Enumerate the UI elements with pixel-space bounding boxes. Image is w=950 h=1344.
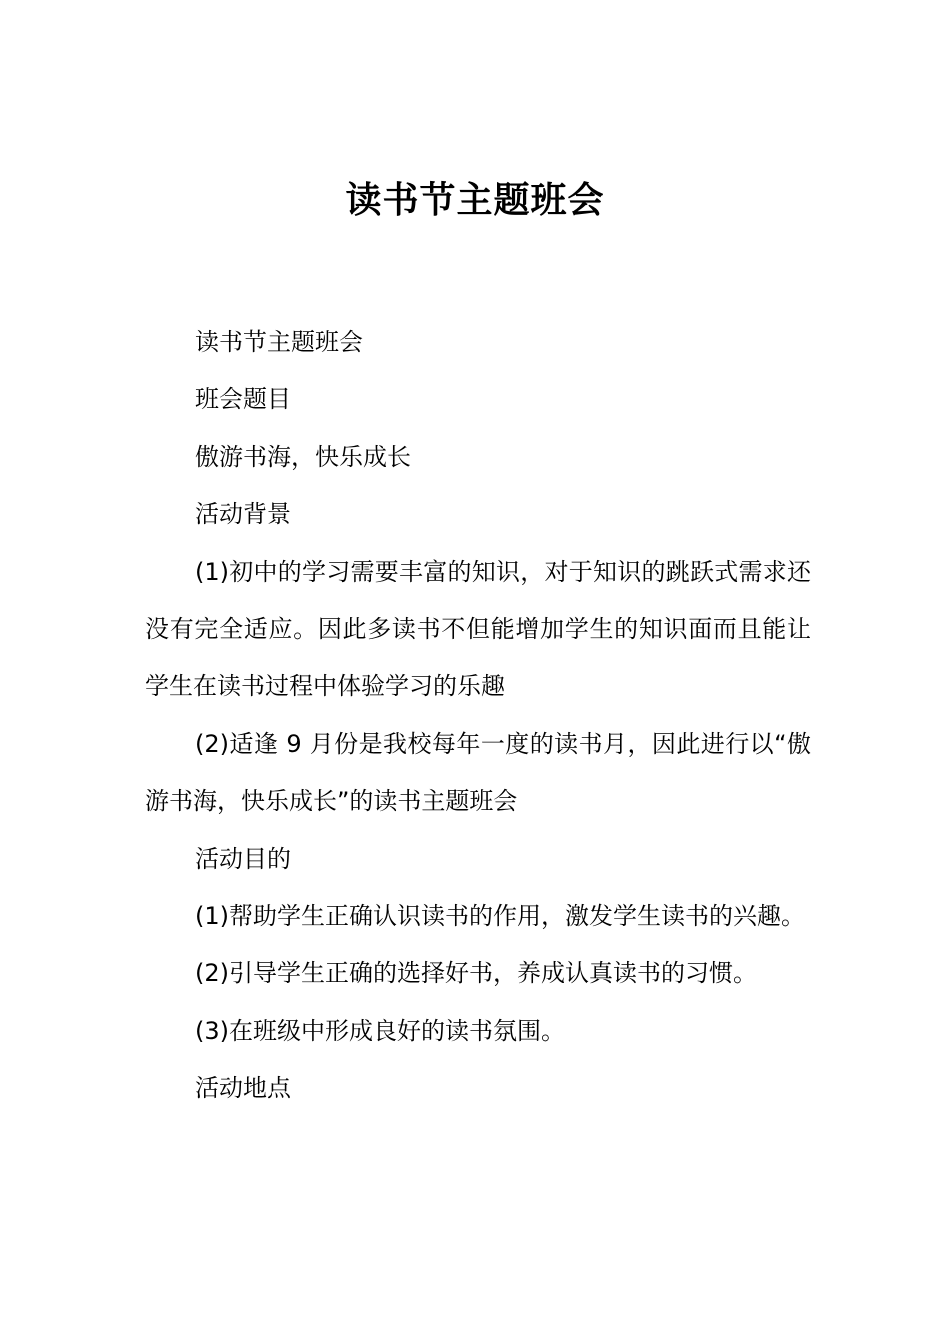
paragraph-background-2: (2)适逢 9 月份是我校每年一度的读书月，因此进行以“傲游书海，快乐成长”的读书主题班会 [145,729,811,816]
paragraph-background-1: (1)初中的学习需要丰富的知识，对于知识的跳跃式需求还没有完全适应。因此多读书不但能增加学生的知识面而且能让学生在读书过程中体验学习的乐趣 [145,557,811,701]
paragraph-subtitle: 读书节主题班会 [195,328,363,356]
paragraph-purpose-2: (2)引导学生正确的选择好书，养成认真读书的习惯。 [195,959,757,988]
document-title: 读书节主题班会 [345,180,605,221]
heading-purpose: 活动目的 [195,844,291,873]
paragraph-topic: 傲游书海，快乐成长 [195,442,411,471]
document-body [145,314,811,1118]
heading-location: 活动地点 [195,1074,291,1103]
paragraph-purpose-3: (3)在班级中形成良好的读书氛围。 [195,1016,565,1045]
heading-meeting-topic: 班会题目 [195,385,291,414]
heading-background: 活动背景 [195,500,291,529]
paragraph-purpose-1: (1)帮助学生正确认识读书的作用，激发学生读书的兴趣。 [195,902,805,931]
